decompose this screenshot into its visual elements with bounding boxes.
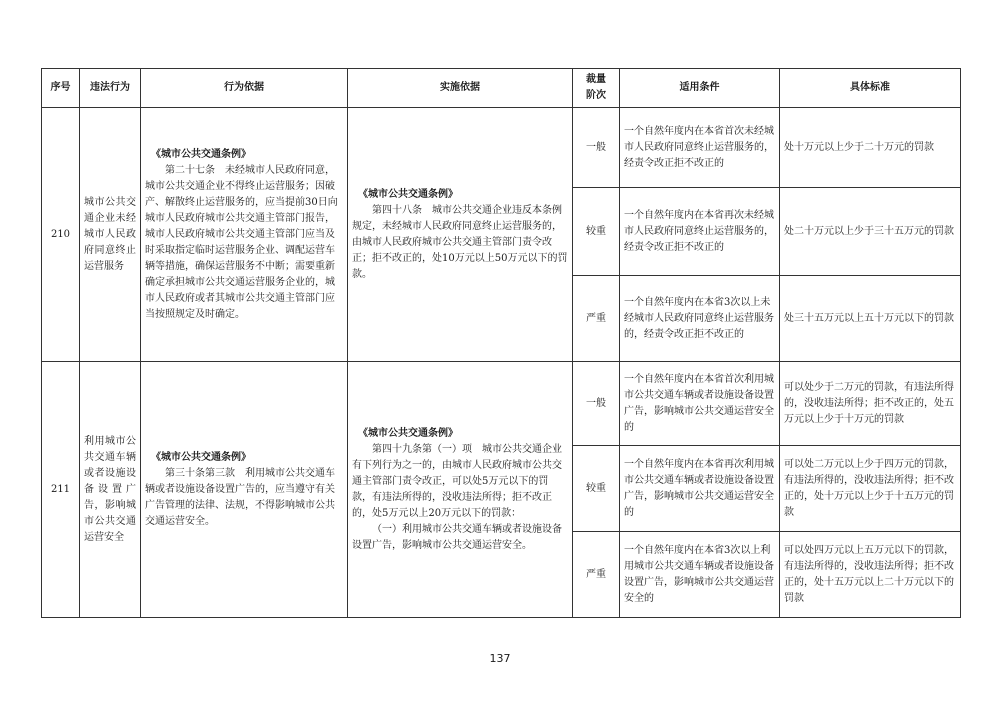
impl-text: 第四十八条 城市公共交通企业违反本条例规定，未经城市人民政府同意终止运营服务的，由城市人民政府城市公共交通主管部门责令改正；拒不改正的，处10万元以上50万元以下的罚款。 xyxy=(352,204,568,280)
condition-cell: 一个自然年度内在本省首次未经城市人民政府同意终止运营服务的，经责令改正拒不改正的 xyxy=(620,108,780,188)
penalty-discretion-table xyxy=(41,68,961,618)
table-row xyxy=(42,108,961,188)
row-seq: 211 xyxy=(42,362,80,618)
row-impl xyxy=(348,362,573,618)
level-cell: 一般 xyxy=(573,108,620,188)
standard-cell: 可以处二万元以上少于四万元的罚款，有违法所得的，没收违法所得；拒不改正的，处十万元以上少于十五万元的罚款 xyxy=(780,446,961,532)
standard-cell: 可以处四万元以上五万元以下的罚款，有违法所得的，没收违法所得；拒不改正的，处十五万元以上二十万元以下的罚款 xyxy=(780,532,961,618)
condition-cell: 一个自然年度内在本省再次利用城市公共交通车辆或者设施设备设置广告，影响城市公共交通运营安全的 xyxy=(620,446,780,532)
row-impl xyxy=(348,108,573,362)
header-standard: 具体标准 xyxy=(780,69,961,108)
level-cell: 一般 xyxy=(573,362,620,446)
condition-cell: 一个自然年度内在本省3次以上未经城市人民政府同意终止运营服务的，经责令改正拒不改正的 xyxy=(620,276,780,362)
row-basis xyxy=(141,362,348,618)
standard-cell: 处十万元以上少于二十万元的罚款 xyxy=(780,108,961,188)
impl-title: 《城市公共交通条例》 xyxy=(358,188,458,200)
header-row xyxy=(42,69,961,108)
table-row xyxy=(42,362,961,446)
header-seq: 序号 xyxy=(42,69,80,108)
row-violation: 城市公共交通企业未经城市人民政府同意终止运营服务 xyxy=(80,108,141,362)
header-level: 裁量阶次 xyxy=(573,69,620,108)
basis-title: 《城市公共交通条例》 xyxy=(151,451,251,463)
impl-text: 第四十九条第（一）项 城市公共交通企业有下列行为之一的，由城市人民政府城市公共交通主管部门责令改正，可以处5万元以下的罚款，有违法所得的，没收违法所得；拒不改正的，处5万元以上20万元以下的罚款： xyxy=(352,443,562,519)
level-cell: 严重 xyxy=(573,532,620,618)
header-basis: 行为依据 xyxy=(141,69,348,108)
row-seq: 210 xyxy=(42,108,80,362)
row-violation: 利用城市公共交通车辆或者设施设备设置广告，影响城市公共交通运营安全 xyxy=(80,362,141,618)
impl-text-item: （一）利用城市公共交通车辆或者设施设备设置广告，影响城市公共交通运营安全。 xyxy=(352,523,562,551)
level-cell: 较重 xyxy=(573,446,620,532)
standard-cell: 处二十万元以上少于三十五万元的罚款 xyxy=(780,188,961,276)
condition-cell: 一个自然年度内在本省再次未经城市人民政府同意终止运营服务的，经责令改正拒不改正的 xyxy=(620,188,780,276)
basis-text: 第二十七条 未经城市人民政府同意，城市公共交通企业不得终止运营服务；因破产、解散终止运营服务的，应当提前30日向城市人民政府城市公共交通主管部门报告，城市人民政府城市公共交通主管部门应当及时采取指定临时运营服务企业、调配运营车辆等措施，确保运营服务不中断；需要重新确定承担城市公共交通运营服务企业的，城市人民政府或者其城市公共交通主管部门应当按照规定及时确定。 xyxy=(145,164,338,320)
level-cell: 较重 xyxy=(573,188,620,276)
level-cell: 严重 xyxy=(573,276,620,362)
header-condition: 适用条件 xyxy=(620,69,780,108)
impl-title: 《城市公共交通条例》 xyxy=(358,427,458,439)
standard-cell: 可以处少于二万元的罚款，有违法所得的，没收违法所得；拒不改正的，处五万元以上少于十万元的罚款 xyxy=(780,362,961,446)
page-number: 137 xyxy=(489,652,511,665)
basis-text: 第三十条第三款 利用城市公共交通车辆或者设施设备设置广告的，应当遵守有关广告管理的法律、法规，不得影响城市公共交通运营安全。 xyxy=(145,467,335,527)
header-impl: 实施依据 xyxy=(348,69,573,108)
condition-cell: 一个自然年度内在本省3次以上利用城市公共交通车辆或者设施设备设置广告，影响城市公共交通运营安全的 xyxy=(620,532,780,618)
row-basis xyxy=(141,108,348,362)
standard-cell: 处三十五万元以上五十万元以下的罚款 xyxy=(780,276,961,362)
basis-title: 《城市公共交通条例》 xyxy=(151,148,251,160)
header-violation: 违法行为 xyxy=(80,69,141,108)
condition-cell: 一个自然年度内在本省首次利用城市公共交通车辆或者设施设备设置广告，影响城市公共交通运营安全的 xyxy=(620,362,780,446)
